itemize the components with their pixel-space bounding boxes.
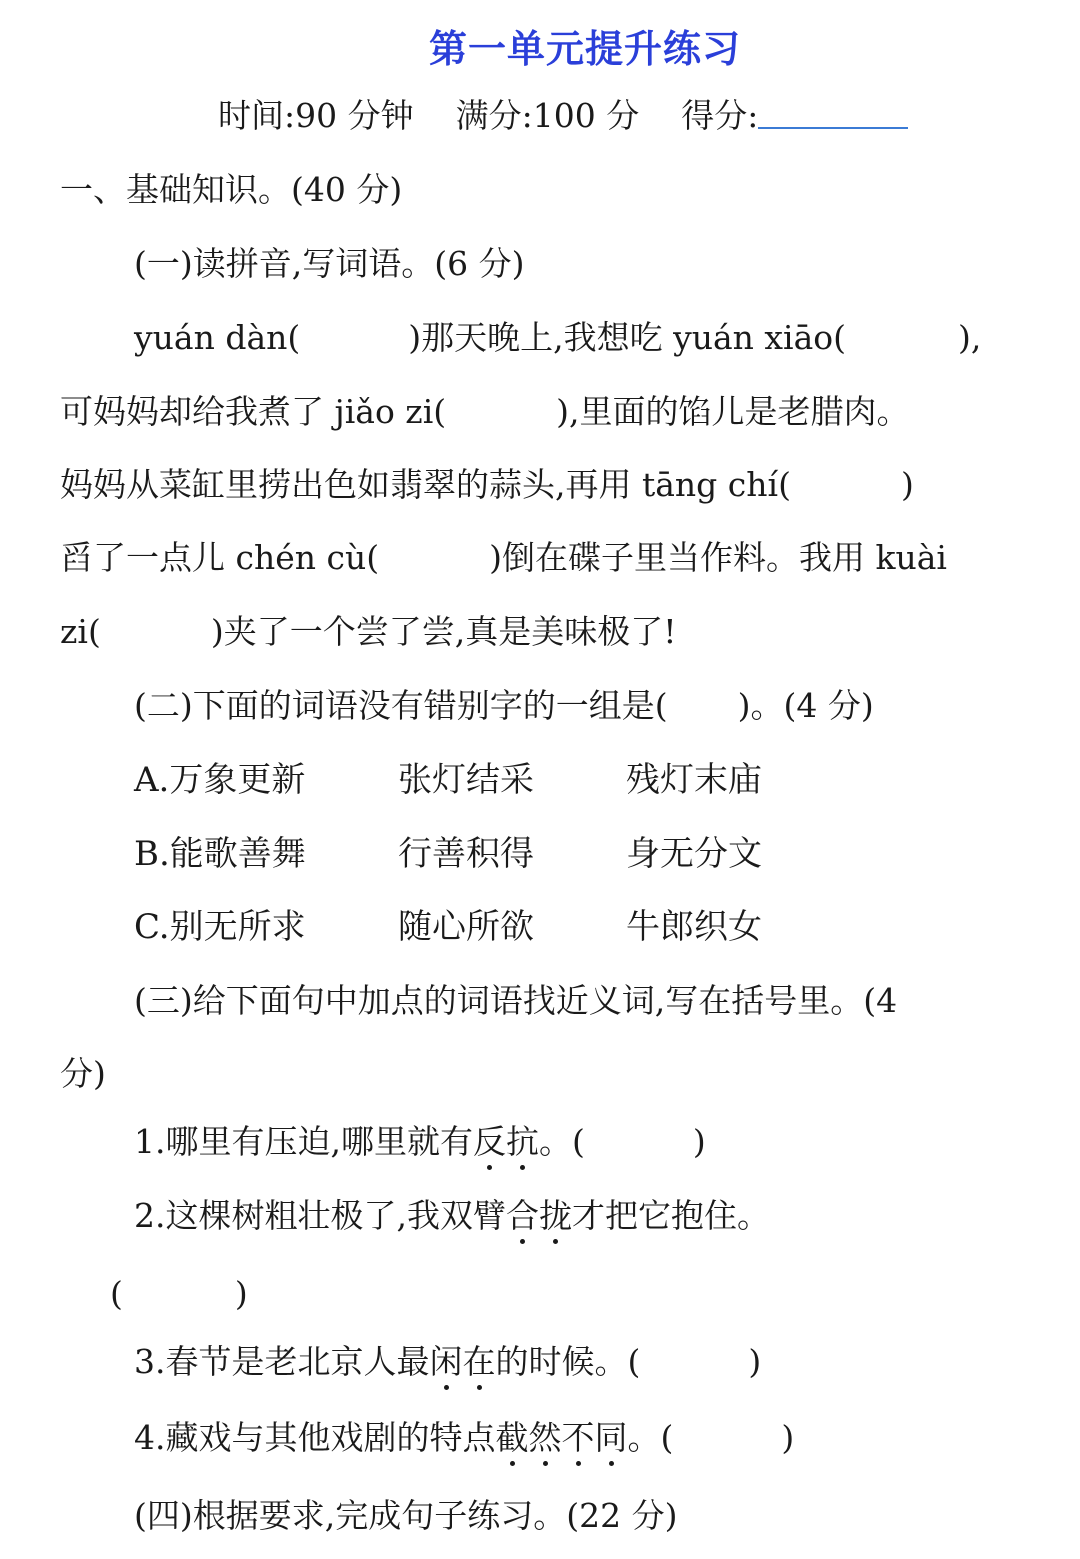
dotted-char: 截 bbox=[495, 1418, 529, 1457]
option-b-word-1: B.能歌善舞 bbox=[134, 834, 306, 874]
score-label: 得分: bbox=[681, 96, 759, 135]
dotted-char: 然 bbox=[528, 1418, 562, 1457]
score-blank[interactable] bbox=[758, 97, 908, 129]
dotted-char: 在 bbox=[462, 1342, 496, 1381]
option-c-word-1: C.别无所求 bbox=[134, 907, 306, 947]
option-a-word-3: 残灯末庙 bbox=[626, 760, 762, 800]
dotted-char: 抗 bbox=[505, 1122, 539, 1161]
option-b-word-2: 行善积得 bbox=[398, 834, 534, 874]
question-1-line-4: 舀了一点儿 chén cù( )倒在碟子里当作料。我用 kuài bbox=[60, 538, 947, 577]
question-3-sentence-3: 3.春节是老北京人最闲在的时候。( ) bbox=[134, 1342, 762, 1381]
full-score: 满分:100 分 bbox=[455, 96, 640, 135]
exam-meta bbox=[218, 96, 908, 136]
dotted-char: 不 bbox=[561, 1418, 595, 1457]
question-2-heading: (二)下面的词语没有错别字的一组是( )。(4 分) bbox=[134, 686, 874, 725]
question-1-line-2: 可妈妈却给我煮了 jiǎo zi( ),里面的馅儿是老腊肉。 bbox=[60, 392, 910, 431]
question-3-heading-cont: 分) bbox=[60, 1054, 106, 1093]
option-c-word-3: 牛郎织女 bbox=[626, 907, 762, 947]
question-3-heading: (三)给下面句中加点的词语找近义词,写在括号里。(4 bbox=[134, 981, 898, 1020]
section-heading: 一、基础知识。(40 分) bbox=[60, 170, 403, 209]
option-b-word-3: 身无分文 bbox=[626, 834, 762, 874]
worksheet-title: 第一单元提升练习 bbox=[428, 27, 741, 71]
dotted-char: 合 bbox=[505, 1196, 539, 1235]
question-1-line-1: yuán dàn( )那天晚上,我想吃 yuán xiāo( ), bbox=[134, 318, 982, 357]
question-3-sentence-1: 1.哪里有压迫,哪里就有反抗。( ) bbox=[134, 1122, 706, 1161]
option-a-word-2: 张灯结采 bbox=[398, 760, 534, 800]
dotted-char: 闲 bbox=[429, 1342, 463, 1381]
question-1-line-3: 妈妈从菜缸里捞出色如翡翠的蒜头,再用 tāng chí( ) bbox=[60, 465, 914, 504]
question-1-heading: (一)读拼音,写词语。(6 分) bbox=[134, 244, 525, 283]
dotted-char: 拢 bbox=[538, 1196, 572, 1235]
question-3-sentence-2: 2.这棵树粗壮极了,我双臂合拢才把它抱住。 bbox=[134, 1196, 770, 1235]
question-4-heading: (四)根据要求,完成句子练习。(22 分) bbox=[134, 1496, 678, 1535]
question-1-line-5: zi( )夹了一个尝了尝,真是美味极了! bbox=[60, 612, 677, 651]
question-3-sentence-4: 4.藏戏与其他戏剧的特点截然不同。( ) bbox=[134, 1418, 795, 1457]
dotted-char: 同 bbox=[594, 1418, 628, 1457]
question-3-sentence-2-blank: ( ) bbox=[110, 1274, 248, 1313]
dotted-char: 反 bbox=[472, 1122, 506, 1161]
option-c-word-2: 随心所欲 bbox=[398, 907, 534, 947]
option-a-word-1: A.万象更新 bbox=[134, 760, 306, 800]
time-limit: 时间:90 分钟 bbox=[218, 96, 414, 135]
